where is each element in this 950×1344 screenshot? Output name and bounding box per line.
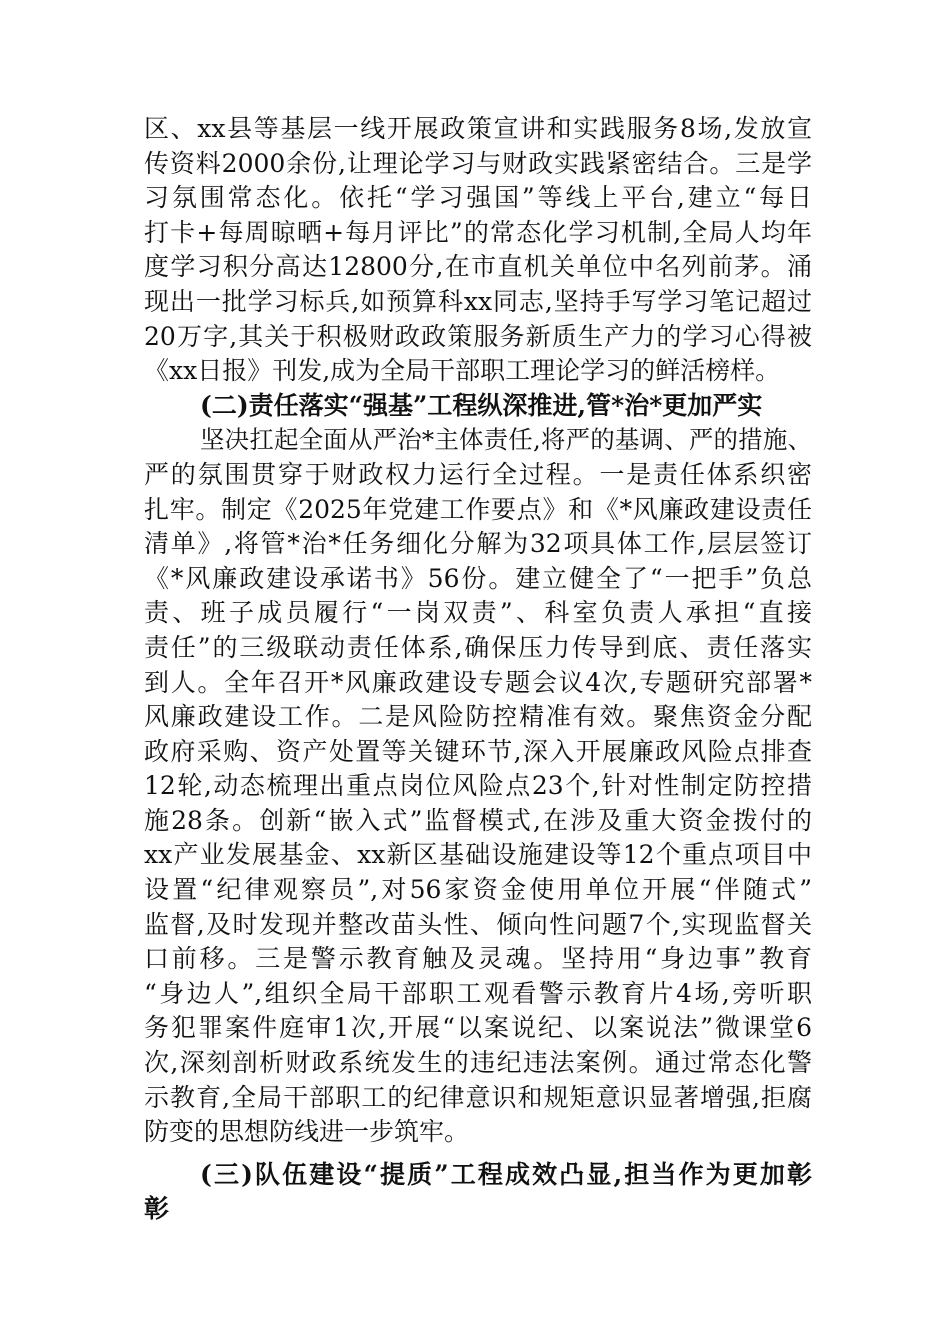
heading-line: (三)队伍建设“提质”工程成效凸显,担当作为更加彰 — [200, 1159, 812, 1189]
document-page — [144, 112, 812, 1227]
text-line: 责任”的三级联动责任体系,确保压力传导到底、责任落实 — [144, 632, 812, 662]
text-line: 责、班子成员履行“一岗双责”、科室负责人承担“直接 — [144, 598, 812, 628]
text-line: 现出一批学习标兵,如预算科xx同志,坚持手写学习笔记超过 — [144, 286, 812, 316]
text-line: 次,深刻剖析财政系统发生的违纪违法案例。通过常态化警 — [144, 1048, 812, 1078]
text-line: 监督,及时发现并整改苗头性、倾向性问题7个,实现监督关 — [144, 909, 812, 939]
text-line: 度学习积分高达12800分,在市直机关单位中名列前茅。涌 — [144, 252, 812, 282]
text-line: 传资料2000余份,让理论学习与财政实践紧密结合。三是学 — [144, 148, 812, 178]
text-line: 到人。全年召开*风廉政建设专题会议4次,专题研究部署* — [144, 667, 812, 697]
text-line: 设置“纪律观察员”,对56家资金使用单位开展“伴随式” — [144, 875, 812, 905]
text-line: 严的氛围贯穿于财政权力运行全过程。一是责任体系织密 — [144, 459, 812, 489]
text-line: 12轮,动态梳理出重点岗位风险点23个,针对性制定防控措 — [144, 771, 812, 801]
text-line: 坚决扛起全面从严治*主体责任,将严的基调、严的措施、 — [200, 425, 812, 455]
heading-line: 彰 — [144, 1194, 170, 1224]
text-line: xx产业发展基金、xx新区基础设施建设等12个重点项目中 — [144, 840, 812, 870]
text-line: 20万字,其关于积极财政政策服务新质生产力的学习心得被 — [144, 321, 812, 351]
text-line: 口前移。三是警示教育触及灵魂。坚持用“身边事”教育 — [144, 944, 812, 974]
text-line: 示教育,全局干部职工的纪律意识和规矩意识显著增强,拒腐 — [144, 1082, 812, 1112]
text-line: 清单》,将管*治*任务细化分解为32项具体工作,层层签订 — [144, 529, 812, 559]
text-line: 《*风廉政建设承诺书》56份。建立健全了“一把手”负总 — [144, 563, 812, 593]
text-line: 打卡+每周晾晒+每月评比”的常态化学习机制,全局人均年 — [144, 217, 812, 247]
text-line: 防变的思想防线进一步筑牢。 — [144, 1117, 470, 1147]
paragraph-study-section — [144, 112, 812, 389]
text-line: 习氛围常态化。依托“学习强国”等线上平台,建立“每日 — [144, 183, 812, 213]
section-heading-3 — [144, 1158, 812, 1227]
text-line: 施28条。创新“嵌入式”监督模式,在涉及重大资金拨付的 — [144, 805, 812, 835]
text-line: 扎牢。制定《2025年党建工作要点》和《*风廉政建设责任 — [144, 494, 812, 524]
paragraph-responsibility-section — [144, 423, 812, 1149]
text-line: 风廉政建设工作。二是风险防控精准有效。聚焦资金分配 — [144, 702, 812, 732]
section-heading-2: (二)责任落实“强基”工程纵深推进,管*治*更加严实 — [200, 390, 763, 420]
text-line: 政府采购、资产处置等关键环节,深入开展廉政风险点排查 — [144, 736, 812, 766]
text-line: 务犯罪案件庭审1次,开展“以案说纪、以案说法”微课堂6 — [144, 1013, 812, 1043]
text-line: 区、xx县等基层一线开展政策宣讲和实践服务8场,发放宣 — [144, 114, 812, 143]
text-line: “身边人”,组织全局干部职工观看警示教育片4场,旁听职 — [144, 978, 812, 1008]
text-line: 《xx日报》刊发,成为全局干部职工理论学习的鲜活榜样。 — [144, 356, 781, 386]
paragraph-gap — [144, 1150, 812, 1158]
